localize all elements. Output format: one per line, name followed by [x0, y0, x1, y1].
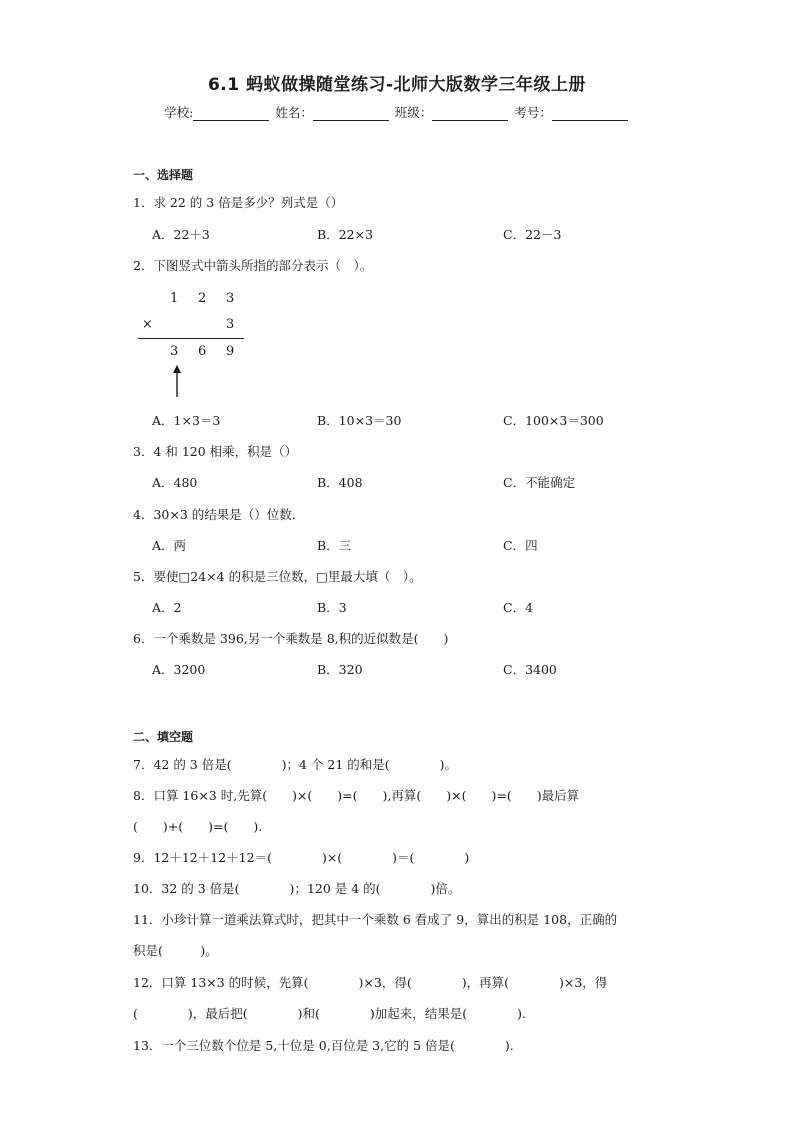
student-info-row: [0, 103, 794, 121]
question-11-line-1: 11．小珍计算一道乘法算式时，把其中一个乘数 6 看成了 9，算出的积是 108，正确的: [133, 912, 618, 927]
q3-option-c[interactable]: C．不能确定: [503, 475, 576, 490]
q5-option-c[interactable]: C．4: [503, 600, 534, 615]
q4-option-a[interactable]: A．两: [152, 538, 187, 553]
section-title-fill-blank: 二、填空题: [133, 730, 194, 744]
question-7[interactable]: 7．42 的 3 倍是( )；4 个 21 的和是( )。: [133, 757, 458, 772]
q1-option-a[interactable]: A．22＋3: [152, 227, 210, 242]
calc-digit: 2: [198, 291, 207, 306]
question-6: 6．一个乘数是 396,另一个乘数是 8,积的近似数是( ): [133, 631, 449, 646]
q6-option-a[interactable]: A．3200: [152, 662, 206, 677]
q3-option-b[interactable]: B．408: [317, 475, 363, 490]
q6-option-c[interactable]: C．3400: [503, 662, 557, 677]
question-1: 1．求 22 的 3 倍是多少？列式是（）: [133, 195, 344, 210]
name-label: 姓名：: [275, 105, 313, 120]
calc-divider-line: [138, 338, 244, 339]
exam-no-label: 考号：: [514, 105, 552, 120]
question-11-line-2[interactable]: 积是( )。: [133, 943, 218, 958]
q4-option-c[interactable]: C．四: [503, 538, 538, 553]
class-blank[interactable]: [432, 106, 508, 121]
question-5: 5．要使□24×4 的积是三位数，□里最大填（ ）。: [133, 569, 422, 584]
up-arrow-icon: [170, 364, 184, 398]
school-label: 学校:: [164, 105, 194, 120]
q4-option-b[interactable]: B．三: [317, 538, 352, 553]
name-blank[interactable]: [313, 106, 389, 121]
question-3: 3．4 和 120 相乘，积是（）: [133, 444, 298, 459]
calc-digit: 3: [226, 291, 235, 306]
calc-result-digit: 9: [226, 344, 235, 359]
question-12-line-1[interactable]: 12．口算 13×3 的时候，先算( )×3，得( )，再算( )×3，得: [133, 975, 608, 990]
q2-option-b[interactable]: B．10×3＝30: [317, 413, 402, 428]
class-label: 班级：: [394, 105, 433, 120]
question-8-line-1[interactable]: 8．口算 16×3 时,先算( )×( )=( ),再算( )×( )=( )最后算: [133, 788, 580, 803]
question-9[interactable]: 9．12＋12＋12＋12＝( )×( )＝( ): [133, 850, 470, 865]
q1-option-b[interactable]: B．22×3: [317, 227, 374, 242]
times-sign: ×: [142, 317, 153, 332]
question-8-line-2[interactable]: ( )+( )=( ).: [133, 819, 263, 834]
q1-option-c[interactable]: C．22－3: [503, 227, 562, 242]
section-title-choice: 一、选择题: [133, 168, 194, 182]
page-title: 6.1 蚂蚁做操随堂练习-北师大版数学三年级上册: [207, 75, 587, 95]
calc-result-digit: 3: [170, 344, 179, 359]
q3-option-a[interactable]: A．480: [152, 475, 198, 490]
q5-option-b[interactable]: B．3: [317, 600, 347, 615]
calc-multiplier: 3: [226, 317, 235, 332]
calc-digit: 1: [170, 291, 179, 306]
q5-option-a[interactable]: A．2: [152, 600, 182, 615]
question-13[interactable]: 13．一个三位数个位是 5,十位是 0,百位是 3,它的 5 倍是( ).: [133, 1038, 514, 1053]
school-blank[interactable]: [193, 106, 269, 121]
question-4: 4．30×3 的结果是（）位数．: [133, 507, 305, 522]
exam-no-blank[interactable]: [552, 106, 628, 121]
q2-option-a[interactable]: A．1×3＝3: [152, 413, 221, 428]
question-10[interactable]: 10．32 的 3 倍是( )；120 是 4 的( )倍。: [133, 881, 461, 896]
question-2: 2．下图竖式中箭头所指的部分表示（ ）。: [133, 258, 373, 273]
q2-option-c[interactable]: C．100×3＝300: [503, 413, 604, 428]
q6-option-b[interactable]: B．320: [317, 662, 363, 677]
calc-result-digit: 6: [198, 344, 207, 359]
question-12-line-2[interactable]: ( )，最后把( )和( )加起来，结果是( ).: [133, 1006, 526, 1021]
